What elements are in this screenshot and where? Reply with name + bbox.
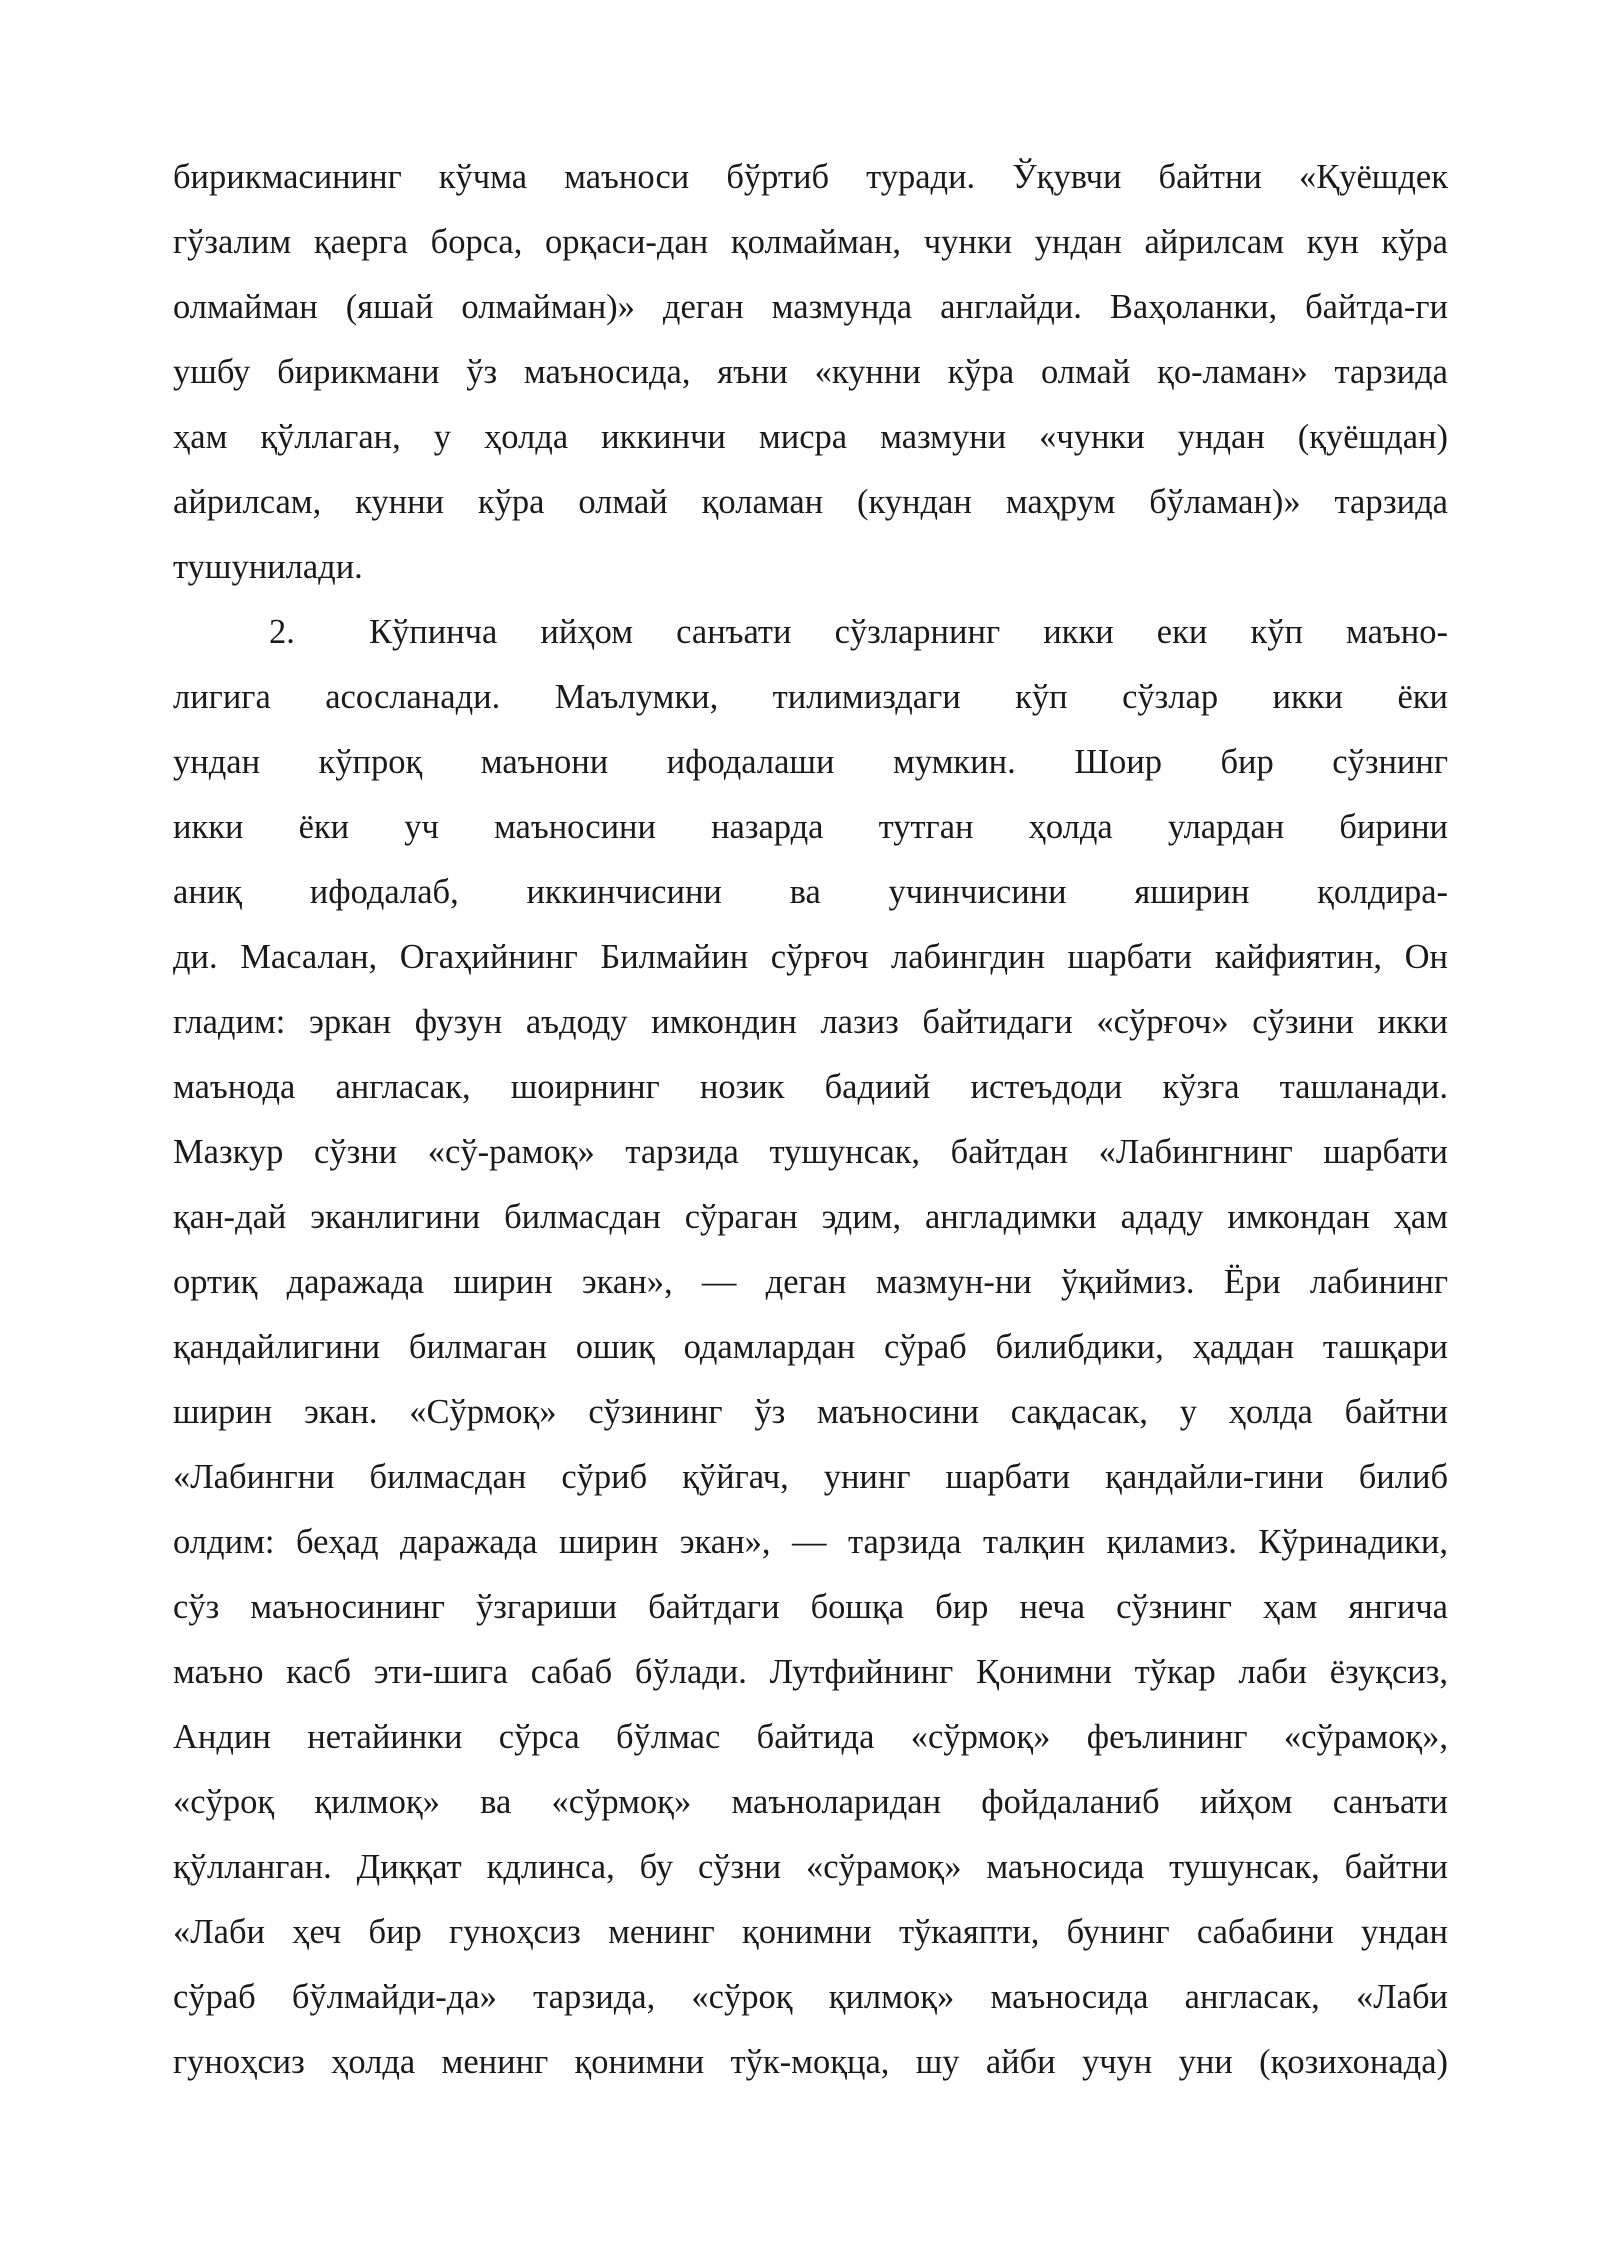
text-line: маъно касб эти-шига сабаб бўлади. Лутфийнинг Қонимни тўкар лаби ёзуқсиз, [173,1653,1448,1691]
text-line: олдим: беҳад даражада ширин экан», — тарзида талқин қиламиз. Кўринадики, [173,1523,1448,1561]
text-line: бирикмасининг кўчма маъноси бўртиб туради. Ўқувчи байтни «Қуёшдек [173,158,1448,196]
text-line: ди. Масалан, Огаҳийнинг Билмайин сўрғоч лабингдин шарбати кайфиятин, Он [173,938,1448,976]
text-line: Мазкур сўзни «сў-рамоқ» тарзида тушунсак, байтдан «Лабингнинг шарбати [173,1133,1448,1171]
text-line: Андин нетайинки сўрса бўлмас байтида «сўрмоқ» феълининг «сўрамоқ», [173,1718,1448,1756]
text-line: «Лабингни билмасдан сўриб қўйгач, унинг шарбати қандайли-гини билиб [173,1458,1448,1496]
text-line: айрилсам, кунни кўра олмай қоламан (кундан маҳрум бўламан)» тарзида [173,483,1448,521]
text-line: ортиқ даражада ширин экан», — деган мазмун-ни ўқиймиз. Ёри лабининг [173,1263,1448,1301]
list-item-start-line [173,600,1448,665]
text-line: «Лаби ҳеч бир гуноҳсиз менинг қонимни тўкаяпти, бунинг сабабини ундан [173,1913,1448,1951]
text-line: лигига асосланади. Маълумки, тилимиздаги кўп сўзлар икки ёки [173,678,1448,716]
body-text [173,145,1448,2095]
text-line: «сўроқ қилмоқ» ва «сўрмоқ» маъноларидан фойдаланиб ийҳом санъати [173,1783,1448,1821]
text-line: қан-дай эканлигини билмасдан сўраган эдим, англадимки ададу имкондан ҳам [173,1198,1448,1236]
text-line: ҳам қўллаган, у ҳолда иккинчи мисра мазмуни «чунки ундан (қуёшдан) [173,418,1448,456]
text-line: сўраб бўлмайди-да» тарзида, «сўроқ қилмоқ» маъносида англасак, «Лаби [173,1978,1448,2016]
text-line: ундан кўпроқ маънони ифодалаши мумкин. Шоир бир сўзнинг [173,743,1448,781]
text-line: гўзалим қаерга борса, орқаси-дан қолмайман, чунки ундан айрилсам кун кўра [173,223,1448,261]
text-line: қандайлигини билмаган ошиқ одамлардан сўраб билибдики, ҳаддан ташқари [173,1328,1448,1366]
text-line: гладим: эркан фузун аъдоду имкондин лазиз байтидаги «сўрғоч» сўзини икки [173,1003,1448,1041]
text-line: қўлланган. Диққат кдлинса, бу сўзни «сўрамоқ» маъносида тушунсак, байтни [173,1848,1448,1886]
text-line: икки ёки уч маъносини назарда тутган ҳолда улардан бирини [173,808,1448,846]
text-line: ушбу бирикмани ўз маъносида, яъни «кунни кўра олмай қо-ламан» тарзида [173,353,1448,391]
text-line: олмайман (яшай олмайман)» деган мазмунда англайди. Ваҳоланки, байтда-ги [173,288,1448,326]
text-line: маънода англасак, шоирнинг нозик бадиий истеъдоди кўзга ташланади. [173,1068,1448,1106]
text-line: сўз маъносининг ўзгариши байтдаги бошқа бир неча сўзнинг ҳам янгича [173,1588,1448,1626]
list-marker: 2. [269,613,295,651]
text-line: тушунилади. [173,548,363,586]
text-line: ширин экан. «Сўрмоқ» сўзининг ўз маъносини сақдасак, у ҳолда байтни [173,1393,1448,1431]
text-line: гуноҳсиз ҳолда менинг қонимни тўк-моқца, шу айби учун уни (қозихонада) [173,2043,1448,2081]
text-line-content: Кўпинча ийҳом санъати сўзларнинг икки еки кўп маъно- [369,613,1448,651]
text-line: аниқ ифодалаб, иккинчисини ва учинчисини яширин қолдира- [173,873,1448,911]
